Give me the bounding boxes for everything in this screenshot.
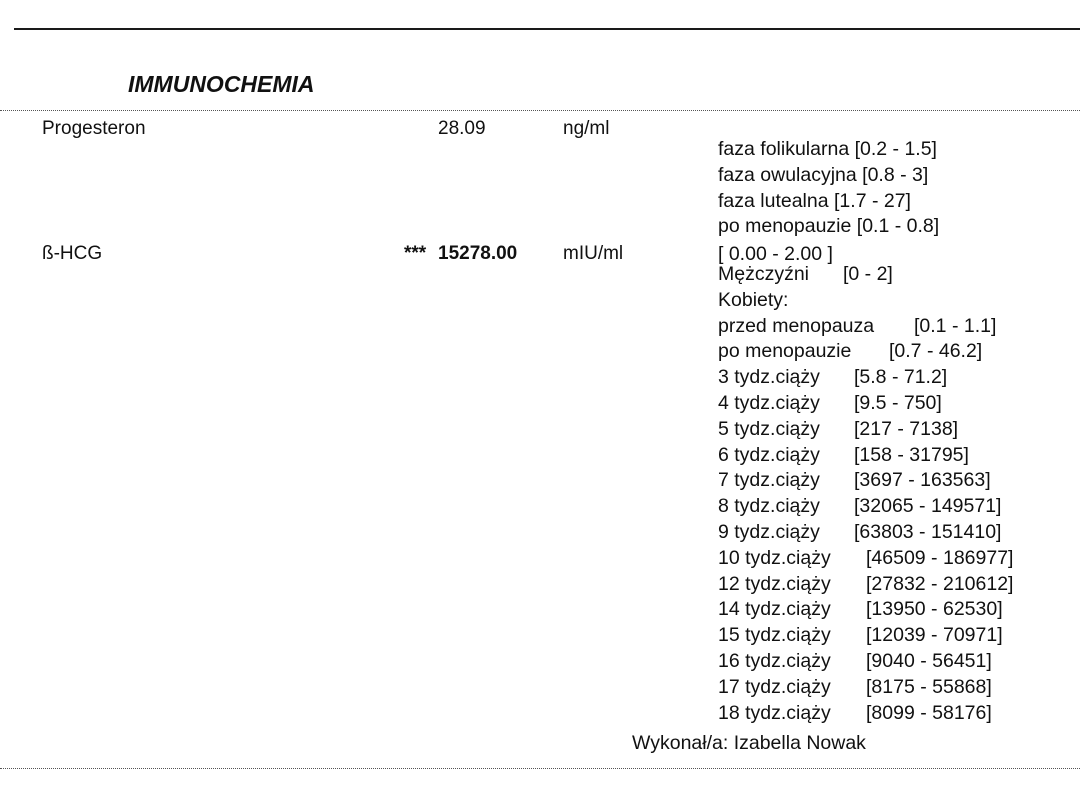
reference-line: faza folikularna [0.2 - 1.5] [718,138,937,160]
reference-line: 8 tydz.ciąży [32065 - 149571] [718,495,1002,518]
reference-line: 4 tydz.ciąży [9.5 - 750] [718,391,942,414]
section-title: IMMUNOCHEMIA [128,71,315,97]
reference-line: 14 tydz.ciąży [13950 - 62530] [718,598,1003,621]
test-unit-bhcg: mIU/ml [563,243,624,264]
reference-line: 5 tydz.ciąży [217 - 7138] [718,417,959,440]
test-name-bhcg: ß-HCG [42,243,103,264]
test-name-progesteron: Progesteron [42,118,146,139]
performed-by: Wykonał/a: Izabella Nowak [632,732,866,754]
reference-line: 15 tydz.ciąży [12039 - 70971] [718,624,1003,647]
reference-line: 7 tydz.ciąży [3697 - 163563] [718,469,991,492]
reference-ranges-progesteron [718,137,939,240]
reference-line: faza lutealna [1.7 - 27] [718,189,911,212]
reference-line: 6 tydz.ciąży [158 - 31795] [718,443,969,466]
reference-range-bhcg: [ 0.00 - 2.00 ] [718,243,833,265]
reference-line: faza owulacyjna [0.8 - 3] [718,163,929,186]
reference-line: 17 tydz.ciąży [8175 - 55868] [718,675,992,698]
reference-line: 16 tydz.ciąży [9040 - 56451] [718,649,992,672]
reference-ranges-bhcg [718,262,1013,726]
reference-line: 9 tydz.ciąży [63803 - 151410] [718,520,1002,543]
reference-line: 10 tydz.ciąży [46509 - 186977] [718,546,1014,569]
reference-line: po menopauzie [0.7 - 46.2] [718,340,983,363]
reference-line: Kobiety: [718,288,789,311]
reference-line: 18 tydz.ciąży [8099 - 58176] [718,701,992,724]
reference-line: 3 tydz.ciąży [5.8 - 71.2] [718,366,948,389]
test-value-bhcg: 15278.00 [438,243,518,264]
test-unit-progesteron: ng/ml [563,118,610,139]
test-value-progesteron: 28.09 [438,118,486,139]
reference-line: przed menopauza [0.1 - 1.1] [718,314,997,337]
top-divider [14,28,1080,30]
section-divider [0,110,1080,111]
reference-line: 12 tydz.ciąży [27832 - 210612] [718,572,1014,595]
bottom-divider [0,768,1080,769]
reference-line: po menopauzie [0.1 - 0.8] [718,215,940,238]
reference-line: Mężczyźni [0 - 2] [718,263,893,285]
abnormal-flag: *** [404,243,427,264]
